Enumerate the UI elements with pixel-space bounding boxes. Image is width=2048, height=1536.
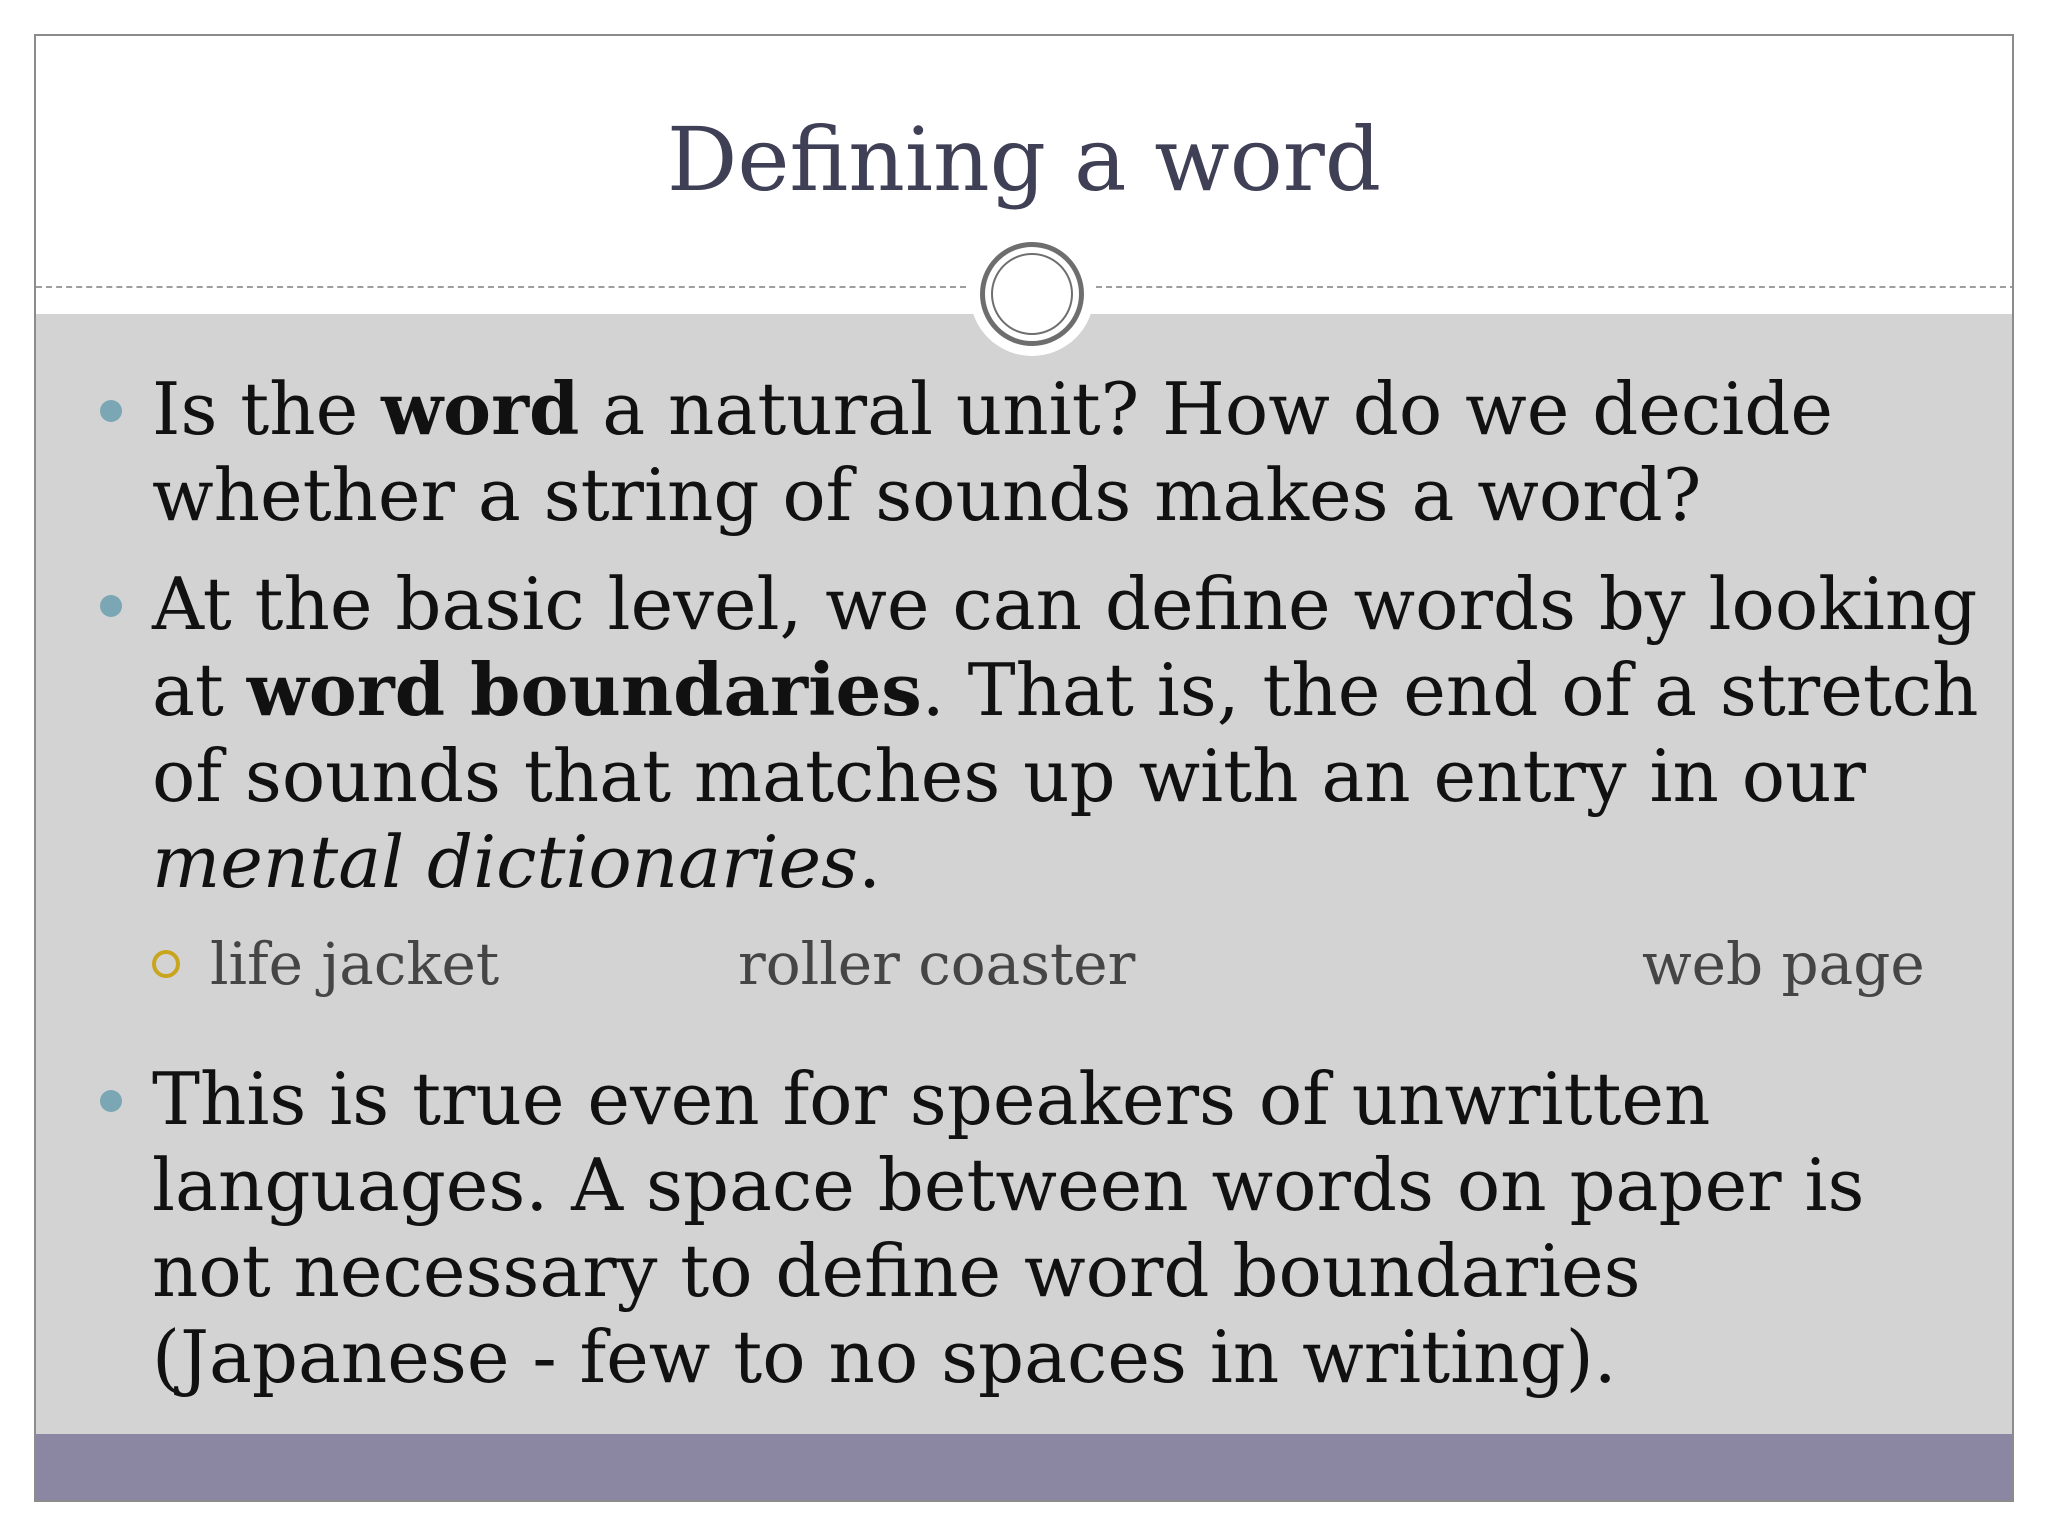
bullet-2-text [152, 562, 1978, 904]
double-ring-icon [980, 242, 1084, 346]
title-divider-right [1096, 286, 2014, 288]
text-segment: a natural unit? How do we decide whether a string of sounds makes a word? [152, 367, 1833, 537]
bullet-2 [152, 561, 1992, 905]
title-divider-left [36, 286, 966, 288]
text-segment: Is the [152, 367, 382, 451]
slide-title: Defining a word [666, 108, 1382, 211]
text-segment: . That is, the end of a stretch of sounds that matches up with an entry in our [152, 648, 1979, 818]
bullet-dot-icon [100, 400, 122, 422]
bullet-3 [152, 1056, 1992, 1400]
bold-term-word: word [381, 366, 580, 451]
bold-term-word-boundaries: word boundaries [246, 647, 922, 732]
sub-bullet-row [152, 924, 1992, 1004]
hollow-circle-bullet-icon [152, 950, 180, 978]
inner-ring [991, 253, 1073, 335]
bullet-1-text [152, 367, 1833, 537]
italic-term-mental-dictionaries: mental dictionaries [152, 820, 859, 904]
bullet-dot-icon [100, 1090, 122, 1112]
bullet-3-text: This is true even for speakers of unwritten languages. A space between words on paper is not necessary to define word boundaries (Japanese - few to no spaces in writing). [152, 1057, 1865, 1399]
bullet-dot-icon [100, 595, 122, 617]
slide [34, 34, 2014, 1502]
text-segment: At the basic level, we can define words by looking at [152, 562, 1978, 732]
text-segment: . [858, 820, 881, 904]
example-life-jacket: life jacket [210, 930, 500, 998]
footer-bar [36, 1434, 2012, 1502]
bullet-1 [152, 366, 1992, 538]
example-web-page: web page [1642, 930, 1925, 998]
example-roller-coaster: roller coaster [738, 930, 1136, 998]
